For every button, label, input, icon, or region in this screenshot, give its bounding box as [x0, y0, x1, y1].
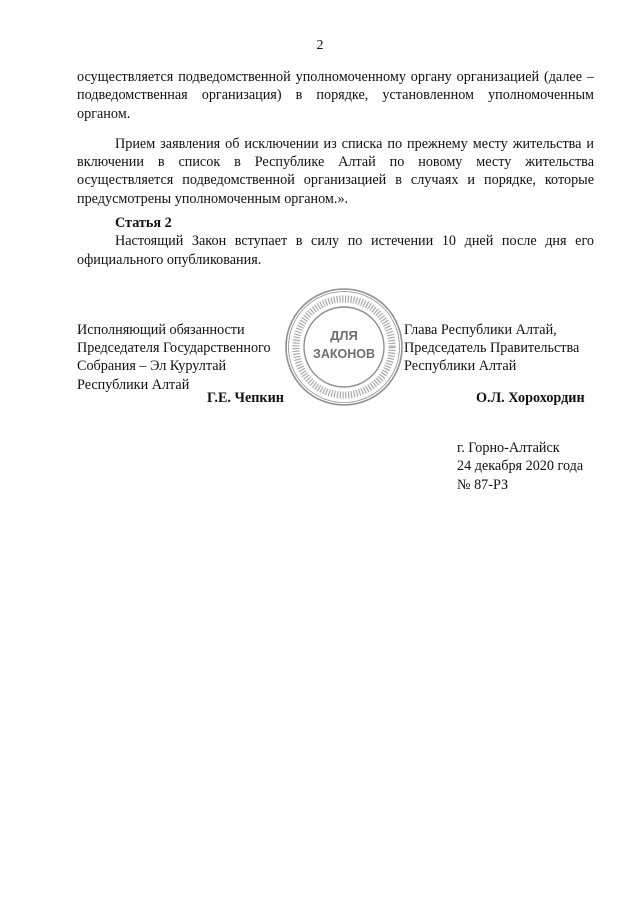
- right-signatory-name: О.Л. Хорохордин: [476, 390, 585, 406]
- right-title-line: Председатель Правительства: [404, 340, 580, 357]
- page-number: 2: [316, 38, 324, 53]
- right-title-line: Глава Республики Алтай,: [404, 322, 557, 338]
- right-title-line: Республики Алтай: [404, 358, 517, 375]
- date: 24 декабря 2020 года: [457, 458, 584, 475]
- law-number: № 87-РЗ: [457, 476, 509, 493]
- left-signatory-title: [77, 321, 292, 394]
- official-stamp: [283, 286, 405, 408]
- left-title-line: Республики Алтай: [77, 376, 190, 393]
- article-heading: Статья 2: [115, 215, 172, 232]
- body-text: [77, 68, 594, 269]
- left-title-line: Исполняющий обязанности: [77, 322, 245, 338]
- paragraph-3: Настоящий Закон вступает в силу по истечении 10 дней после дня его официального опубликования.: [77, 233, 594, 268]
- right-signatory-title: [404, 321, 604, 376]
- place-date-block: [457, 439, 583, 494]
- city: г. Горно-Алтайск: [457, 440, 560, 456]
- stamp-text-line1: ДЛЯ: [330, 328, 358, 343]
- paragraph-1: осуществляется подведомственной уполномоченному органу организацией (далее – подведомственная организация) в порядке, установленном уполномоченным органом.: [77, 69, 594, 122]
- left-title-line: Председателя Государственного: [77, 340, 271, 357]
- left-signatory-name: Г.Е. Чепкин: [207, 390, 284, 406]
- left-title-line: Собрания – Эл Курултай: [77, 358, 227, 375]
- paragraph-2: Прием заявления об исключении из списка по прежнему месту жительства и включении в список в Республике Алтай по новому месту жительства осуществляется подведомственной организацией в случаях и порядке, которые предусмотрены уполномоченным органом.».: [77, 135, 594, 207]
- stamp-text-line2: ЗАКОНОВ: [313, 347, 375, 361]
